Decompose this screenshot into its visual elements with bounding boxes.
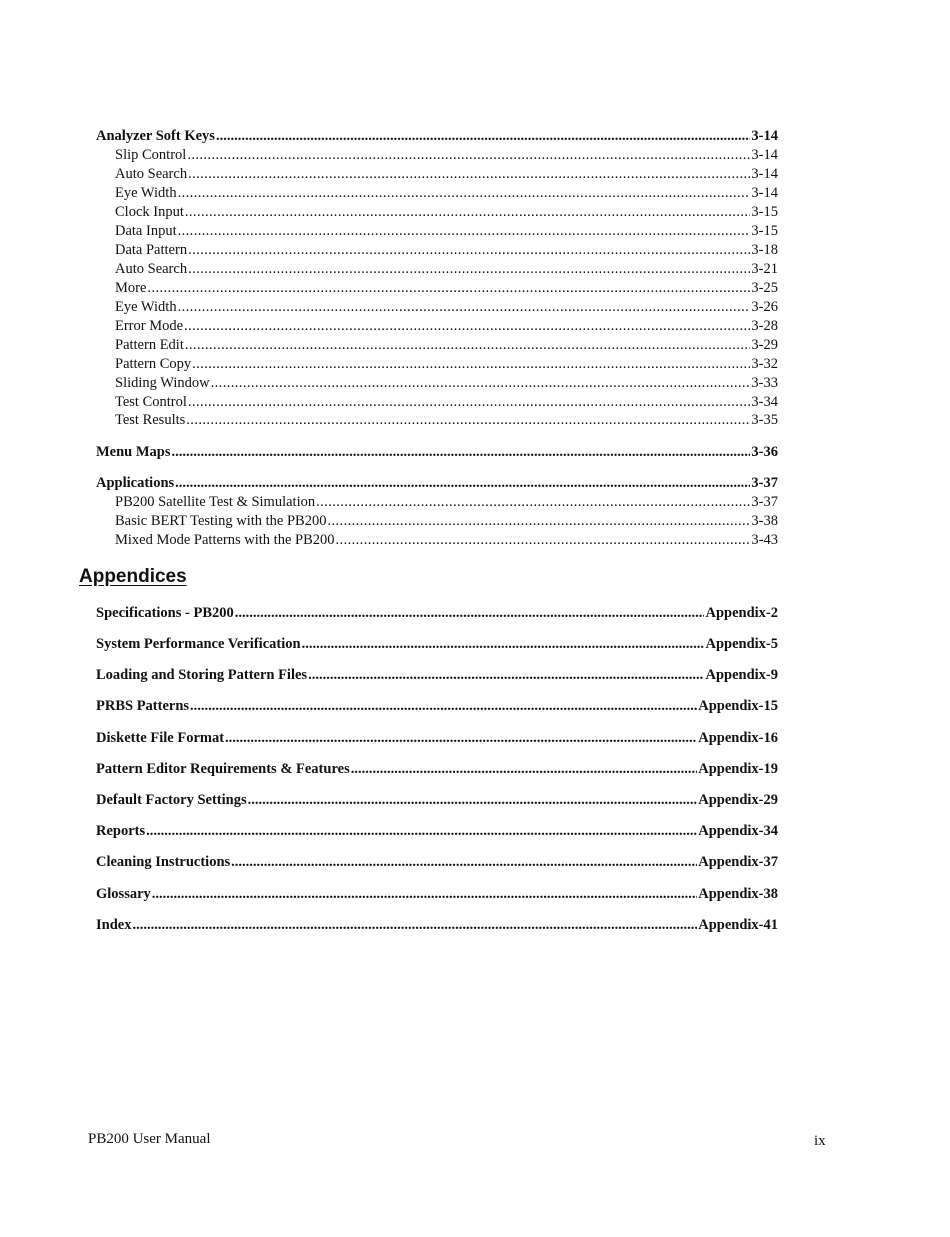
- toc-subentry[interactable]: [115, 165, 778, 184]
- dot-leader: [188, 165, 750, 184]
- dot-leader: [178, 222, 751, 241]
- toc-entry-page: Appendix-19: [698, 761, 778, 777]
- dot-leader: [231, 853, 697, 872]
- toc-entry-label: Reports: [96, 823, 146, 839]
- dot-leader: [147, 279, 750, 298]
- dot-leader: [327, 512, 750, 531]
- appendices-heading: Appendices: [79, 566, 187, 587]
- toc-entry-label: Data Pattern: [115, 242, 188, 258]
- toc-entry-label: Eye Width: [115, 185, 177, 201]
- toc-entry-label: Specifications - PB200: [96, 605, 234, 621]
- toc-entry-page: 3-28: [751, 318, 778, 334]
- toc-entry-page: 3-18: [751, 242, 778, 258]
- toc-entry-page: Appendix-5: [705, 636, 778, 652]
- toc-entry-appendix[interactable]: [96, 822, 778, 841]
- toc-entry-page: Appendix-2: [705, 605, 778, 621]
- toc-subentry[interactable]: [115, 222, 778, 241]
- toc-entry-page: 3-35: [751, 412, 778, 428]
- toc-entry-label: Mixed Mode Patterns with the PB200: [115, 532, 335, 548]
- toc-entry-page: Appendix-29: [698, 792, 778, 808]
- toc-subentry[interactable]: [115, 512, 778, 531]
- toc-entry-page: Appendix-15: [698, 698, 778, 714]
- dot-leader: [146, 822, 697, 841]
- toc-entry-page: 3-29: [751, 337, 778, 353]
- toc-subentry[interactable]: [115, 298, 778, 317]
- toc-subentry[interactable]: [115, 531, 778, 550]
- toc-entry-label: Applications: [96, 475, 175, 491]
- dot-leader: [336, 531, 751, 550]
- toc-entry-label: Menu Maps: [96, 444, 171, 460]
- toc-entry-page: Appendix-38: [698, 886, 778, 902]
- toc-entry-page: Appendix-34: [698, 823, 778, 839]
- toc-entry-appendix[interactable]: [96, 916, 778, 935]
- toc-entry-label: Clock Input: [115, 204, 184, 220]
- dot-leader: [192, 355, 750, 374]
- toc-entry-label: Loading and Storing Pattern Files: [96, 667, 308, 683]
- toc-entry-appendix[interactable]: [96, 666, 778, 685]
- toc-entry-label: Cleaning Instructions: [96, 854, 231, 870]
- toc-entry-page: 3-32: [751, 356, 778, 372]
- toc-entry-label: Test Results: [115, 412, 186, 428]
- toc-entry-label: Glossary: [96, 886, 151, 902]
- dot-leader: [248, 791, 698, 810]
- toc-entry-page: 3-37: [751, 475, 778, 491]
- dot-leader: [190, 697, 697, 716]
- footer-manual-title: PB200 User Manual: [88, 1131, 211, 1147]
- dot-leader: [172, 443, 751, 462]
- toc-entry-label: PB200 Satellite Test & Simulation: [115, 494, 316, 510]
- toc-entry-page: 3-14: [751, 128, 778, 144]
- toc-entry-page: Appendix-9: [705, 667, 778, 683]
- dot-leader: [316, 493, 750, 512]
- toc-entry-label: More: [115, 280, 147, 296]
- toc-entry-page: 3-34: [751, 394, 778, 410]
- dot-leader: [132, 916, 697, 935]
- dot-leader: [178, 184, 751, 203]
- dot-leader: [188, 241, 750, 260]
- toc-subentry[interactable]: [115, 493, 778, 512]
- toc-entry-label: Pattern Copy: [115, 356, 192, 372]
- toc-entry-label: Data Input: [115, 223, 177, 239]
- toc-entry-page: 3-38: [751, 513, 778, 529]
- toc-entry-label: Test Control: [115, 394, 187, 410]
- dot-leader: [184, 317, 750, 336]
- toc-entry-appendix[interactable]: [96, 885, 778, 904]
- toc-entry-label: Sliding Window: [115, 375, 210, 391]
- toc-entry-appendix[interactable]: [96, 791, 778, 810]
- dot-leader: [186, 411, 750, 430]
- toc-subentry[interactable]: [115, 393, 778, 412]
- toc-entry-label: Auto Search: [115, 166, 188, 182]
- toc-entry-page: 3-26: [751, 299, 778, 315]
- dot-leader: [308, 666, 704, 685]
- dot-leader: [188, 260, 750, 279]
- toc-entry-label: PRBS Patterns: [96, 698, 190, 714]
- toc-subentry[interactable]: [115, 279, 778, 298]
- toc-entry-appendix[interactable]: [96, 760, 778, 779]
- footer-page-number: ix: [814, 1133, 826, 1149]
- toc-entry-page: 3-37: [751, 494, 778, 510]
- toc-entry-page: 3-21: [751, 261, 778, 277]
- toc-subentry[interactable]: [115, 203, 778, 222]
- toc-entry-page: 3-36: [751, 444, 778, 460]
- dot-leader: [175, 474, 750, 493]
- dot-leader: [185, 203, 751, 222]
- dot-leader: [152, 885, 697, 904]
- toc-subentry[interactable]: [115, 411, 778, 430]
- toc-entry-menu-maps[interactable]: [96, 443, 778, 462]
- toc-subentry[interactable]: [115, 146, 778, 165]
- toc-entry-appendix[interactable]: [96, 729, 778, 748]
- dot-leader: [187, 146, 750, 165]
- dot-leader: [188, 393, 751, 412]
- toc-entry-label: Eye Width: [115, 299, 177, 315]
- dot-leader: [235, 604, 705, 623]
- toc-subentry[interactable]: [115, 241, 778, 260]
- toc-entry-page: 3-14: [751, 185, 778, 201]
- toc-entry-appendix[interactable]: [96, 635, 778, 654]
- dot-leader: [178, 298, 751, 317]
- toc-subentry[interactable]: [115, 260, 778, 279]
- dot-leader: [225, 729, 697, 748]
- dot-leader: [185, 336, 751, 355]
- toc-entry-label: System Performance Verification: [96, 636, 301, 652]
- toc-entry-page: 3-15: [751, 223, 778, 239]
- toc-entry-page: 3-14: [751, 166, 778, 182]
- toc-entry-analyzer-soft-keys[interactable]: [96, 127, 778, 146]
- toc-entry-label: Index: [96, 917, 132, 933]
- toc-subentry[interactable]: [115, 374, 778, 393]
- toc-entry-page: 3-15: [751, 204, 778, 220]
- dot-leader: [216, 127, 750, 146]
- toc-entry-label: Error Mode: [115, 318, 184, 334]
- toc-entry-page: 3-25: [751, 280, 778, 296]
- toc-entry-label: Diskette File Format: [96, 730, 225, 746]
- toc-subentry[interactable]: [115, 184, 778, 203]
- toc-entry-label: Auto Search: [115, 261, 188, 277]
- toc-entry-applications[interactable]: [96, 474, 778, 493]
- toc-entry-page: Appendix-37: [698, 854, 778, 870]
- dot-leader: [211, 374, 751, 393]
- toc-entry-label: Basic BERT Testing with the PB200: [115, 513, 327, 529]
- toc-entry-page: Appendix-41: [698, 917, 778, 933]
- toc-subentry[interactable]: [115, 336, 778, 355]
- toc-subentry[interactable]: [115, 317, 778, 336]
- toc-entry-label: Default Factory Settings: [96, 792, 247, 808]
- dot-leader: [351, 760, 698, 779]
- dot-leader: [302, 635, 705, 654]
- toc-entry-label: Pattern Edit: [115, 337, 184, 353]
- toc-entry-appendix[interactable]: [96, 697, 778, 716]
- toc-entry-label: Analyzer Soft Keys: [96, 128, 215, 144]
- toc-entry-page: 3-43: [751, 532, 778, 548]
- toc-entry-page: Appendix-16: [698, 730, 778, 746]
- toc-subentry[interactable]: [115, 355, 778, 374]
- toc-entry-page: 3-14: [751, 147, 778, 163]
- toc-entry-appendix[interactable]: [96, 604, 778, 623]
- toc-entry-label: Slip Control: [115, 147, 187, 163]
- toc-entry-page: 3-33: [751, 375, 778, 391]
- toc-entry-label: Pattern Editor Requirements & Features: [96, 761, 350, 777]
- toc-entry-appendix[interactable]: [96, 853, 778, 872]
